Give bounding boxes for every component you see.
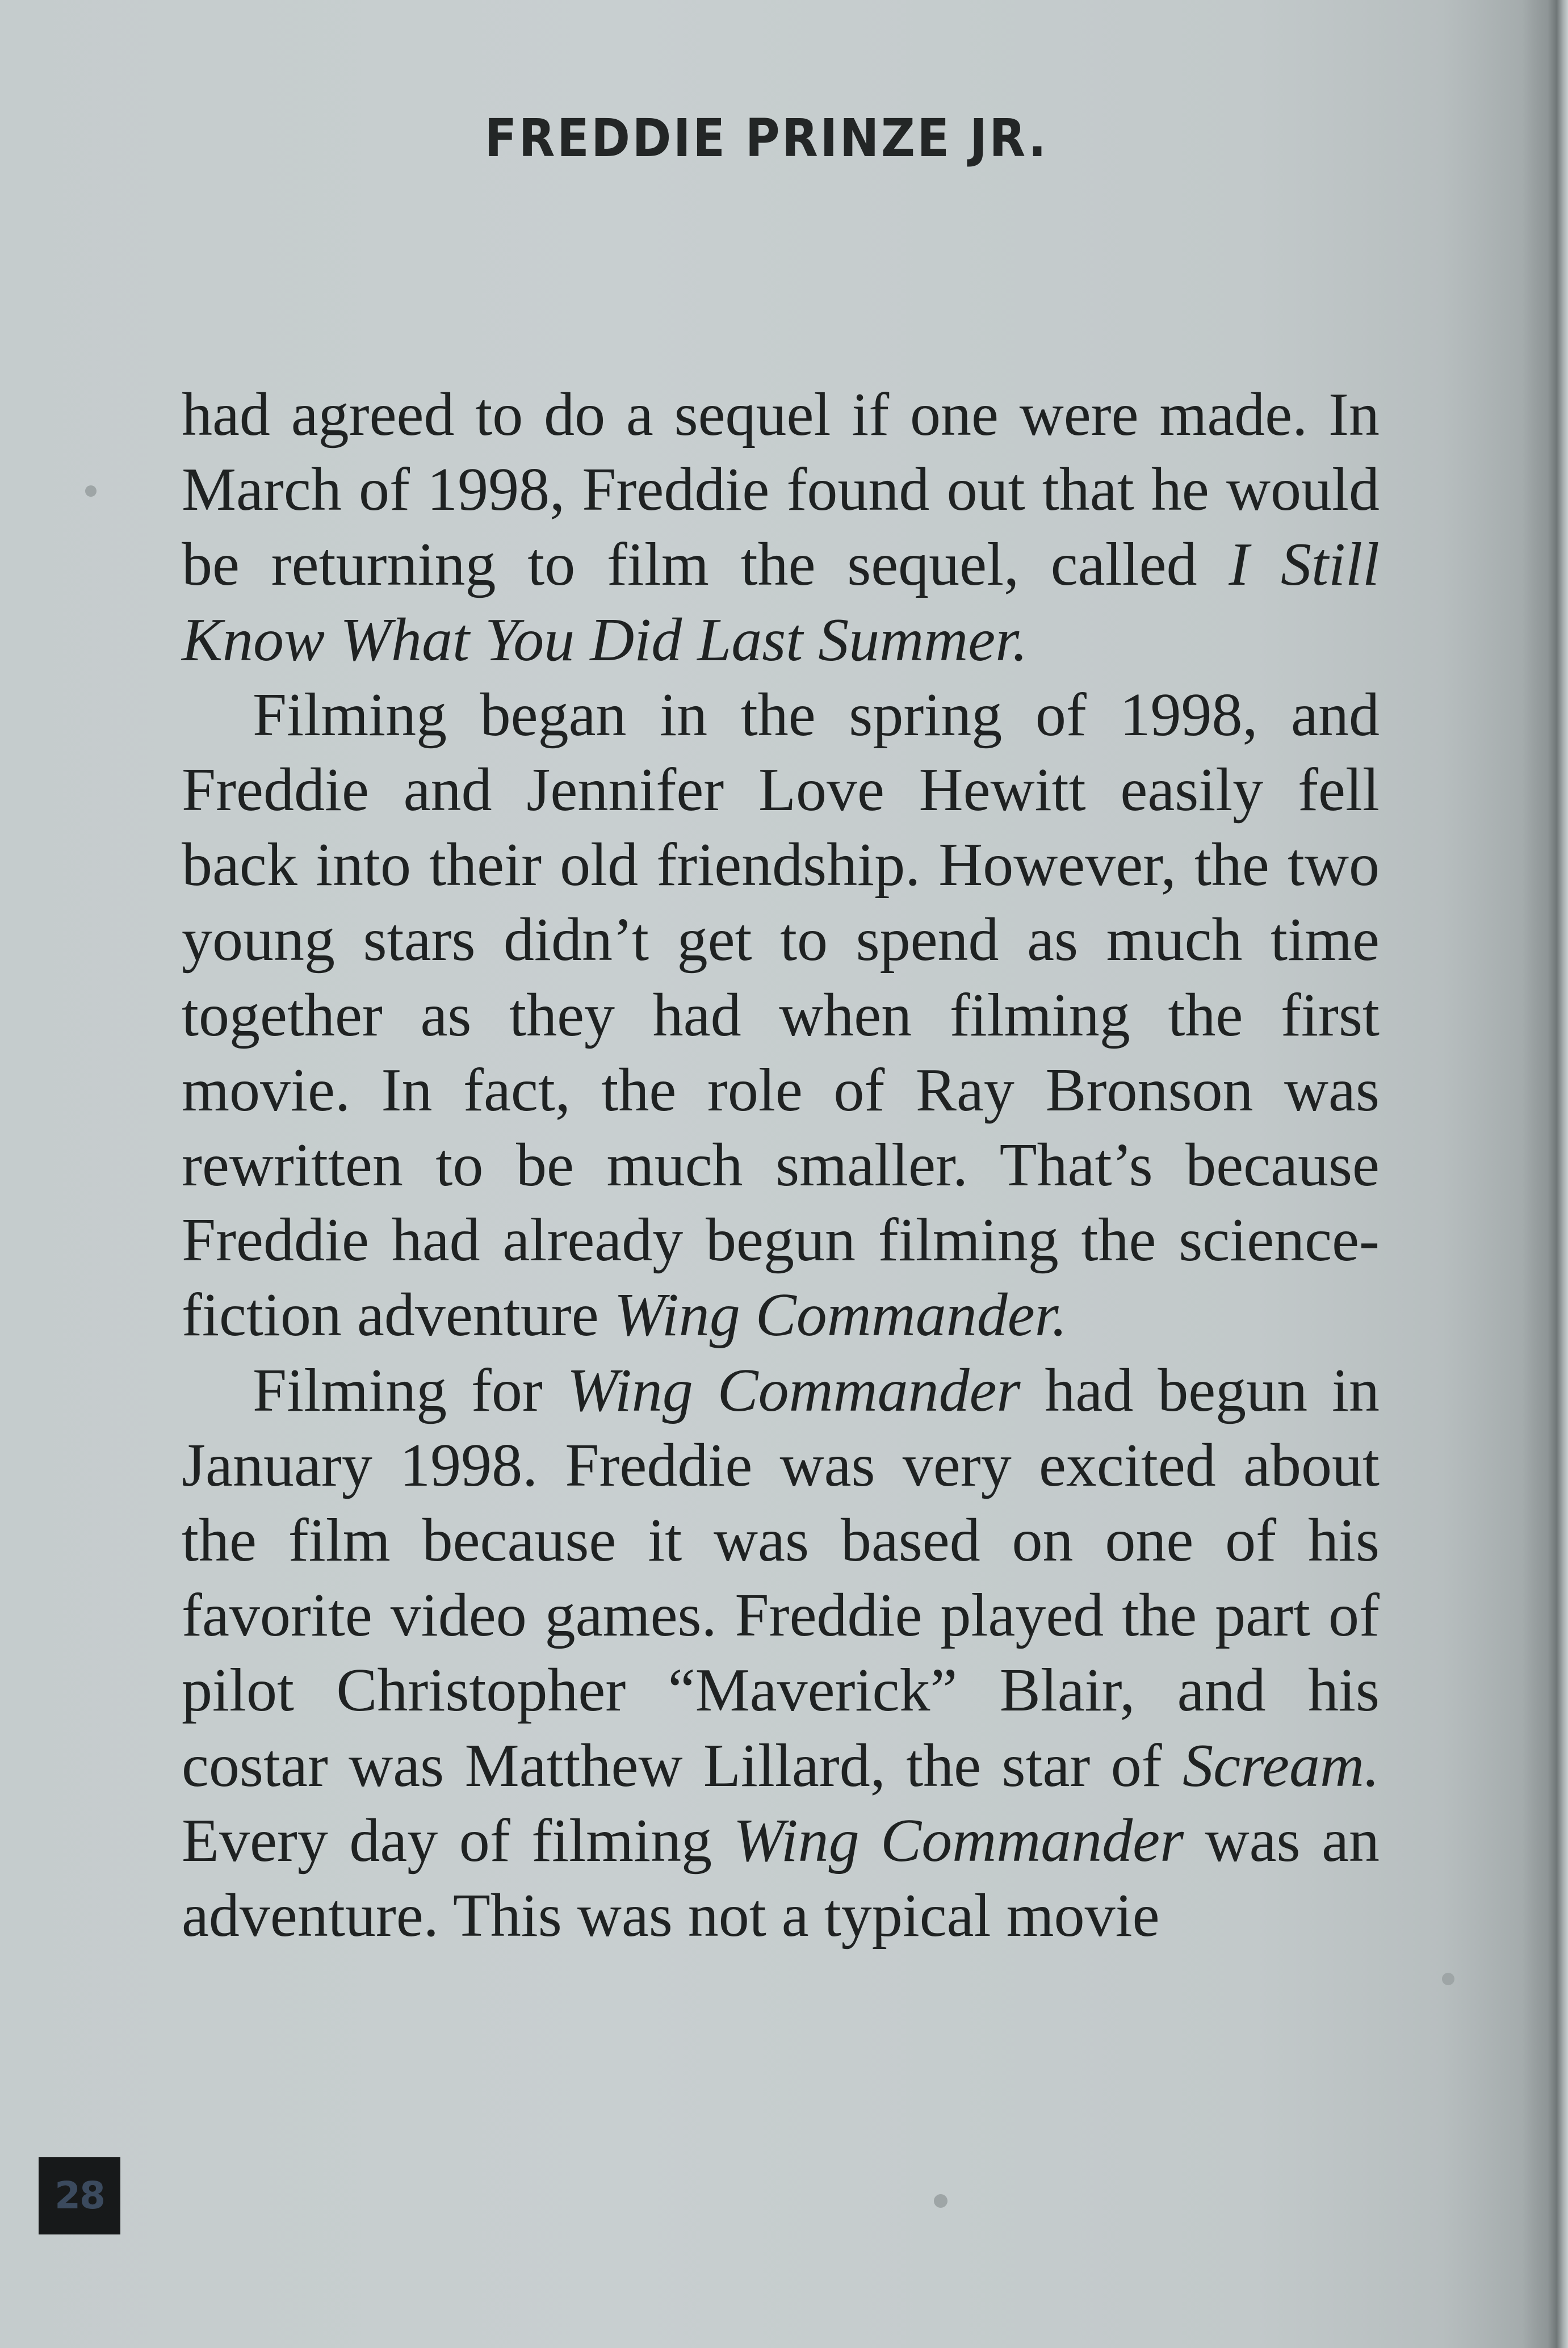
paragraph-1-text: had agreed to do a sequel if one were made. In March of 1998, Freddie found out that he would be returning to film the sequel, called [182, 381, 1380, 599]
page-number: 28 [39, 2157, 120, 2234]
paragraph-3-middle-2: Every day of filming [182, 1806, 733, 1875]
page-gutter-shadow [1523, 0, 1568, 2348]
scream-title: Scream. [1183, 1731, 1380, 1800]
wing-commander-title-2: Wing Commander [567, 1356, 1021, 1424]
paragraph-1 [182, 378, 1380, 678]
paragraph-2 [182, 678, 1380, 1353]
body-text [182, 378, 1380, 1953]
paragraph-2-text: Filming began in the spring of 1998, and Freddie and Jennifer Love Hewitt easily fell back into their old friendship. However, the two young stars didn’t get to spend as much time together as they had when filming the first movie. In fact, the role of Ray Bronson was rewritten to be much smaller. That’s because Freddie had already begun filming the science-fiction adventure [182, 681, 1380, 1349]
paper-speck [85, 485, 97, 497]
running-header: FREDDIE PRINZE JR. [484, 108, 1049, 169]
paper-speck [1442, 1973, 1454, 1985]
wing-commander-title: Wing Commander. [614, 1281, 1067, 1349]
paragraph-3 [182, 1353, 1380, 1954]
paragraph-3-middle: had begun in January 1998. Freddie was very excited about the film because it was based on one of his favorite video games. Freddie played the part of pilot Christopher “Maverick” Blair, and his costar was Matthew Lillard, the star of [182, 1356, 1380, 1800]
paragraph-3-end: was an adventure. This was not a typical movie [182, 1806, 1380, 1950]
paper-speck [934, 2194, 947, 2208]
sequel-title: I Still Know What You Did Last Summer. [182, 531, 1380, 674]
wing-commander-title-3: Wing Commander [733, 1806, 1184, 1875]
paragraph-3-start: Filming for [253, 1356, 567, 1424]
